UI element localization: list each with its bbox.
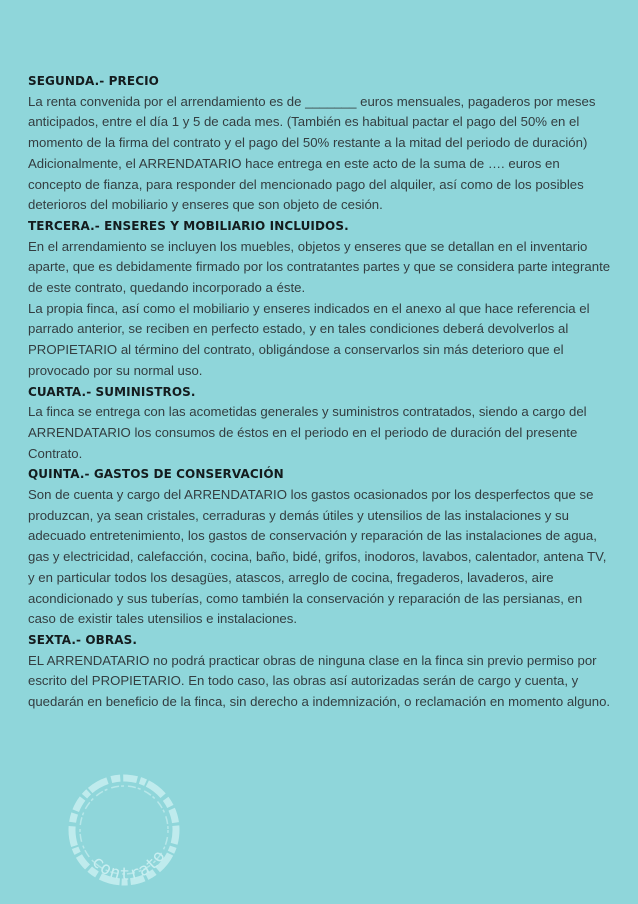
paragraph: En el arrendamiento se incluyen los muebles, objetos y enseres que se detallan en el inventario aparte, que es debidamente firmado por los contratantes partes y que se considera parte integrante de este contrato, quedando incorporado a éste. [28,238,611,295]
paragraph: EL ARRENDATARIO no podrá practicar obras de ninguna clase en la finca sin previo permiso por escrito del PROPIETARIO. En todo caso, las obras así autorizadas serán de cargo y cuenta, y quedarán en beneficio de la finca, sin derecho a indemnización, o reclamación en momento alguno. [28,652,611,710]
stamp-text: contrato [87,846,171,885]
section-quinta [28,464,613,630]
paragraph: Son de cuenta y cargo del ARRENDATARIO los gastos ocasionados por los desperfectos que se produzcan, ya sean cristales, cerraduras y demás útiles y utensilios de las instalaciones y su adecuado entretenimiento, los gastos de conservación y reparación de las instalaciones de agua, gas y electricidad, calefacción, cocina, baño, bidé, grifos, inodoros, lavabos, calentador, antena TV, y en particular todos los desagües, atascos, arreglo de cocina, fregaderos, lavaderos, aire acondicionado y sus tuberías, como también la conservación y reparación de las persianas, en caso de existir tales utensilios e instalaciones. [28,487,607,627]
paragraph: Adicionalmente, el ARRENDATARIO hace entrega en este acto de la suma de …. euros en concepto de fianza, para responder del mencionado pago del alquiler, así como de los posibles deterioros del mobiliario y enseres que son objeto de cesión. [28,155,584,213]
paragraph: La propia finca, así como el mobiliario y enseres indicados en el anexo al que hace referencia el parrado anterior, se reciben en perfecto estado, y en tales condiciones deberá devolverlos al PROPIETARIO al término del contrato, obligándose a conservarlos sin más deterioro que el provocado por su normal uso. [28,300,590,378]
section-title-cuarta: CUARTA.- SUMINISTROS. [28,384,196,399]
section-cuarta [28,382,613,465]
contract-page [28,71,613,713]
section-segunda [28,71,613,216]
paragraph: La finca se entrega con las acometidas generales y suministros contratados, siendo a cargo del ARRENDATARIO los consumos de éstos en el periodo en el periodo de duración del presente Contrato. [28,404,587,461]
rubber-stamp-icon [67,773,181,887]
section-tercera [28,216,613,382]
section-sexta [28,630,613,713]
section-title-segunda: SEGUNDA.- PRECIO [28,74,159,88]
section-title-sexta: SEXTA.- OBRAS. [28,632,138,647]
section-title-quinta: QUINTA.- GASTOS DE CONSERVACIÓN [28,467,284,482]
section-title-tercera: TERCERA.- ENSERES Y MOBILIARIO INCLUIDOS. [28,218,349,233]
paragraph: La renta convenida por el arrendamiento es de _______ euros mensuales, pagaderos por meses anticipados, entre el día 1 y 5 de cada mes. (También es habitual pactar el pago del 50% en el momento de la firma del contrato y el pago del 50% restante a la mitad del periodo de duración) [28,93,596,151]
